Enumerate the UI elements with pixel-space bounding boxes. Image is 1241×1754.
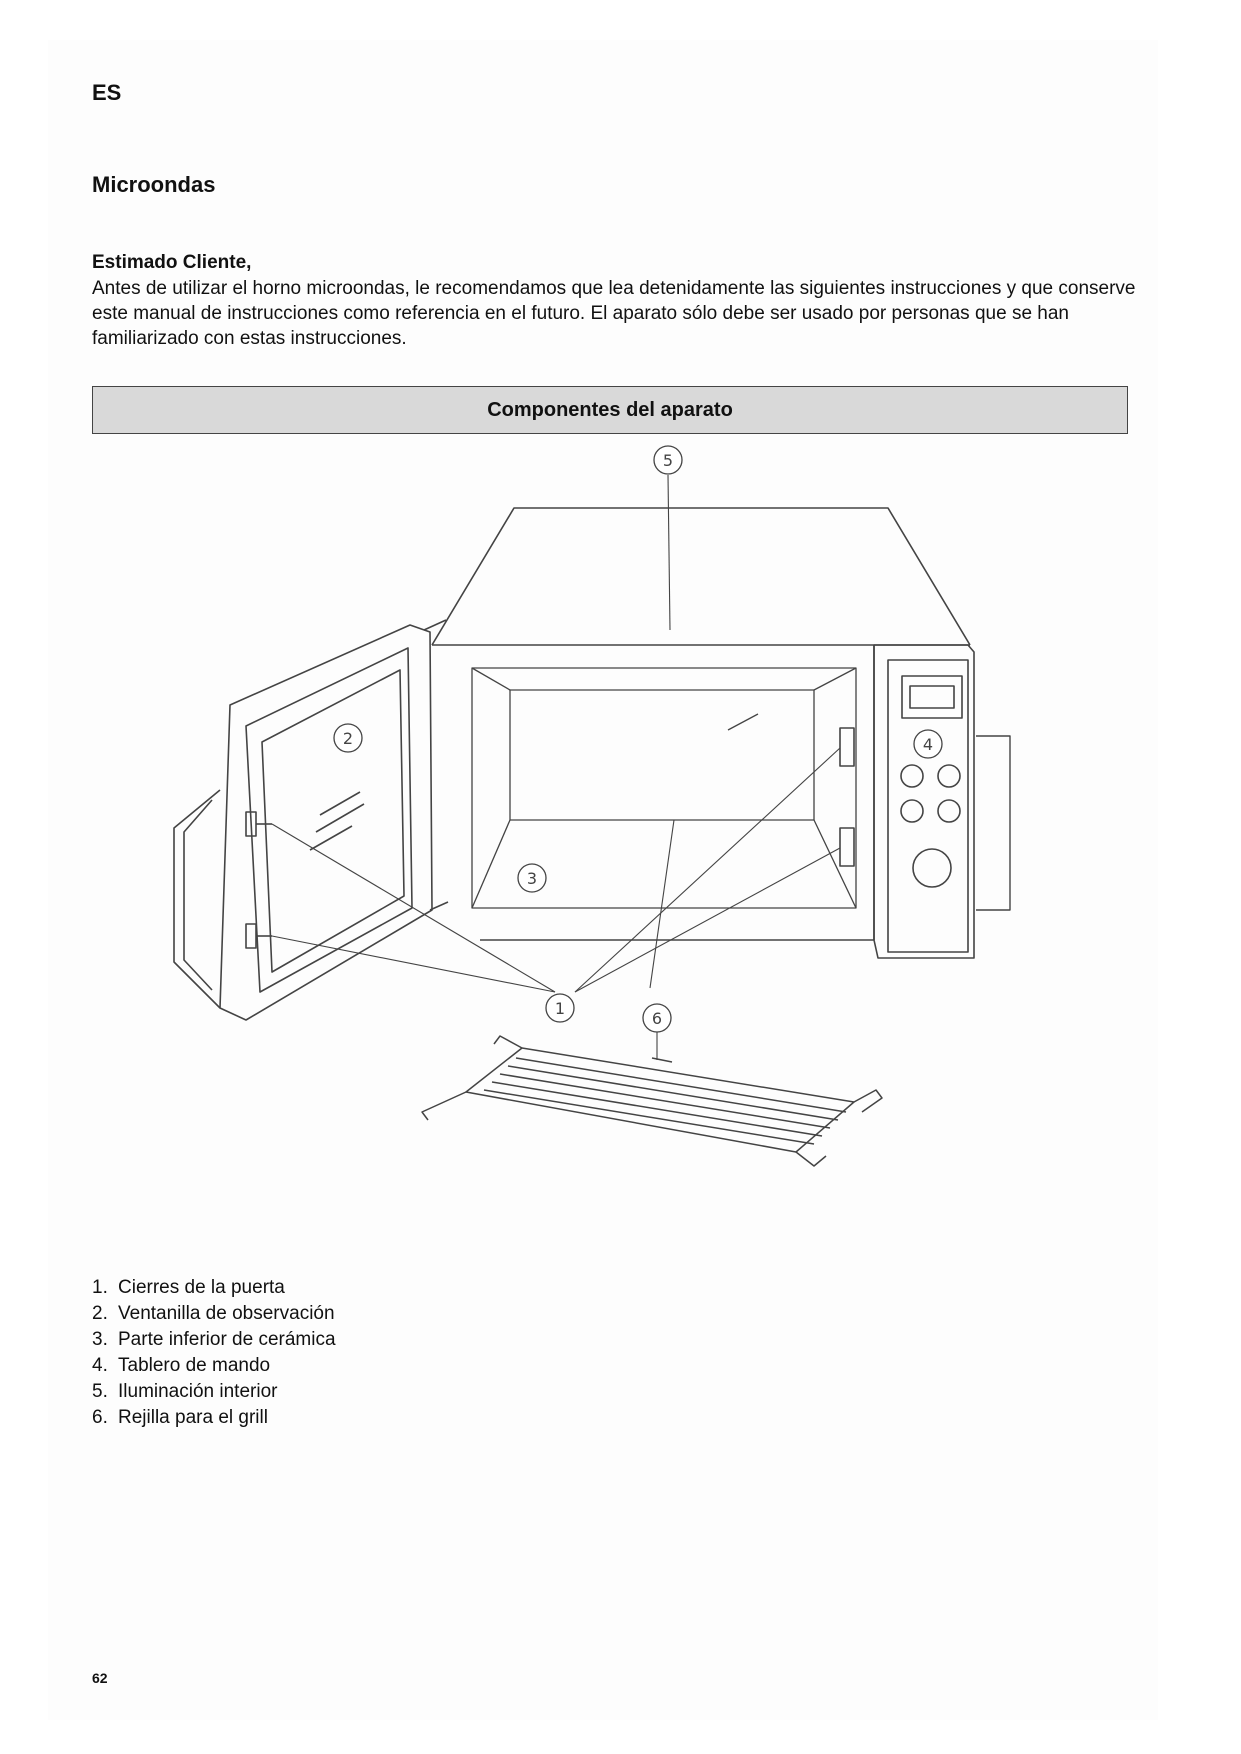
callout-6: 6 bbox=[651, 1009, 663, 1028]
item-number: 4. bbox=[92, 1355, 108, 1376]
leader-lines bbox=[272, 475, 840, 1060]
item-label: Iluminación interior bbox=[118, 1381, 278, 1402]
language-code: ES bbox=[92, 80, 122, 105]
list-item bbox=[92, 1353, 336, 1379]
item-label: Ventanilla de observación bbox=[118, 1303, 335, 1324]
item-label: Tablero de mando bbox=[118, 1355, 271, 1376]
callout-5: 5 bbox=[662, 451, 674, 470]
microwave-cabinet bbox=[432, 508, 970, 940]
door bbox=[174, 620, 448, 1020]
item-number: 3. bbox=[92, 1329, 108, 1350]
item-number: 2. bbox=[92, 1303, 108, 1324]
control-panel bbox=[874, 645, 974, 958]
callout-3: 3 bbox=[526, 869, 538, 888]
item-number: 1. bbox=[92, 1277, 108, 1298]
parts-list bbox=[92, 1275, 336, 1431]
item-label: Parte inferior de cerámica bbox=[118, 1329, 336, 1350]
item-number: 5. bbox=[92, 1381, 108, 1402]
page-number: 62 bbox=[92, 1670, 108, 1686]
item-label: Cierres de la puerta bbox=[118, 1277, 285, 1298]
list-item bbox=[92, 1301, 336, 1327]
list-item bbox=[92, 1275, 336, 1301]
item-label: Rejilla para el grill bbox=[118, 1407, 268, 1428]
latch-slots bbox=[840, 728, 854, 866]
list-item bbox=[92, 1379, 336, 1405]
section-title: Componentes del aparato bbox=[487, 398, 733, 421]
callout-1: 1 bbox=[554, 999, 566, 1018]
section-banner bbox=[92, 386, 1128, 434]
microwave-diagram bbox=[150, 440, 1090, 1260]
grill-rack bbox=[422, 1036, 882, 1166]
list-item bbox=[92, 1405, 336, 1431]
greeting: Estimado Cliente, bbox=[92, 252, 252, 273]
item-number: 6. bbox=[92, 1407, 108, 1428]
intro-paragraph: Antes de utilizar el horno microondas, le recomendamos que lea detenidamente las siguientes instrucciones y que conserve este manual de instrucciones como referencia en el futuro. El aparato sólo debe ser usado por personas que se han familiarizado con estas instrucciones. bbox=[92, 278, 1136, 349]
list-item bbox=[92, 1327, 336, 1353]
callout-4: 4 bbox=[922, 735, 934, 754]
callout-2: 2 bbox=[342, 729, 354, 748]
page-title: Microondas bbox=[92, 172, 216, 197]
